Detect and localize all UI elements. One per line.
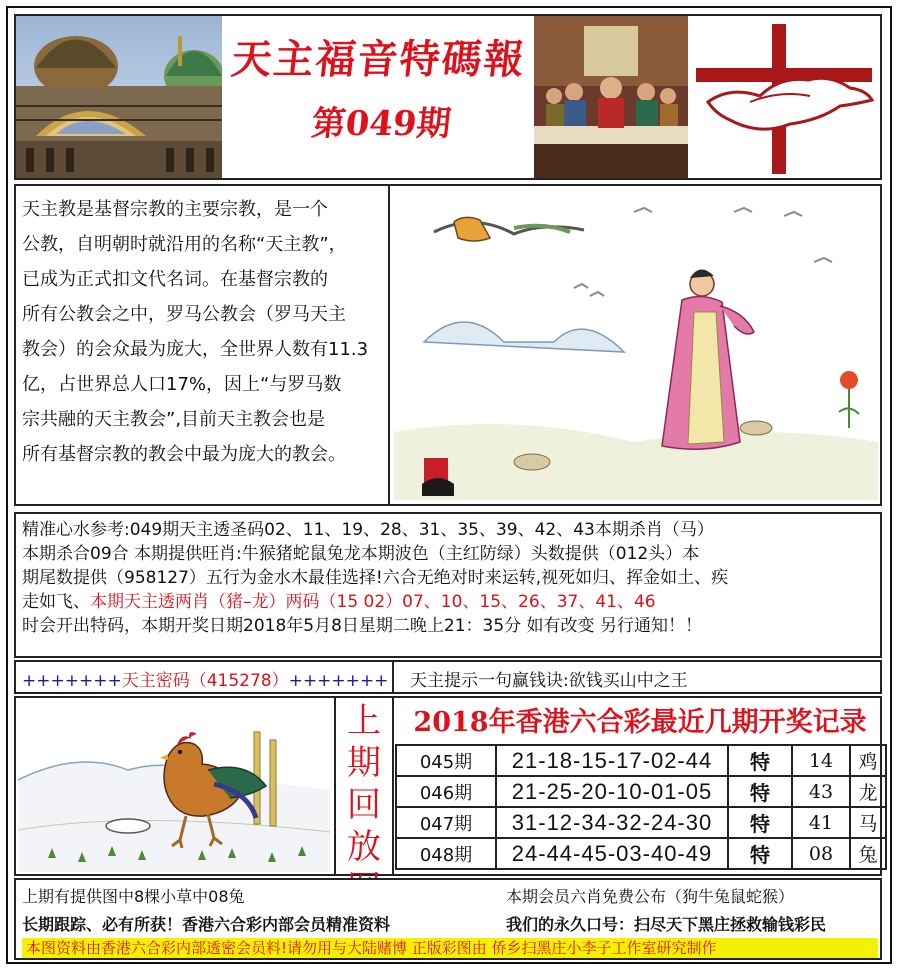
intro-line: 已成为正式扣文代名词。在基督宗教的 — [22, 269, 328, 290]
winning-tip: 天主提示一句赢钱诀:欲钱买山中之王 — [410, 671, 688, 691]
info-line-4 — [22, 590, 884, 614]
table-row — [396, 807, 886, 838]
special-label-cell: 特 — [728, 745, 792, 776]
rooster-illustration — [18, 700, 330, 872]
secret-code — [22, 666, 388, 691]
period-cell: 048期 — [396, 838, 496, 869]
info-line-1: 精准心水参考:049期天主透圣码02、11、19、28、31、35、39、42、43本期杀肖（马） — [22, 520, 714, 540]
info-line-3: 期尾数提供（958127）五行为金水木最佳选择!六合无绝对时来运转,视死如归、挥金如土、疾 — [22, 568, 729, 588]
info-line-4-highlight: 本期天主透两肖（猪–龙）两码（15 02）07、10、15、26、37、41、46 — [90, 592, 656, 612]
period-cell: 047期 — [396, 807, 496, 838]
records-table — [395, 744, 887, 870]
info-text — [22, 518, 884, 638]
scholar-illustration — [394, 192, 878, 500]
intro-line: 公教，自明朝时就沿用的名称“天主教”， — [22, 234, 347, 255]
code-tip-divider — [392, 660, 394, 694]
page-title: 天主福音特碼報 — [229, 36, 529, 83]
period-cell: 046期 — [396, 776, 496, 807]
info-line-4-text: 走如飞、 — [22, 592, 90, 612]
footer-left-1: 上期有提供图中8棵小草中08兔 — [22, 887, 245, 906]
intro-line: 天主教是基督宗教的主要宗教，是一个 — [22, 199, 328, 220]
replay-char: 放 — [347, 827, 381, 867]
numbers-cell: 21-25-20-10-01-05 — [496, 776, 728, 807]
intro-line: 教会）的会众最为庞大，全世界人数有11.3 — [22, 339, 369, 360]
footer-right-2: 我们的永久口号：扫尽天下黑庄拯救输钱彩民 — [506, 915, 827, 934]
code-suffix: +++++++ — [288, 671, 389, 691]
zodiac-cell: 龙 — [850, 776, 886, 807]
painting-image — [534, 16, 688, 178]
issue-number: 第049期 — [309, 104, 453, 144]
replay-char: 上 — [347, 701, 381, 741]
zodiac-cell: 鸡 — [850, 745, 886, 776]
special-number-cell: 14 — [792, 745, 850, 776]
zodiac-cell: 马 — [850, 807, 886, 838]
records-title: 2018年香港六合彩最近几期开奖记录 — [413, 707, 867, 738]
numbers-cell: 24-44-45-03-40-49 — [496, 838, 728, 869]
intro-text — [22, 192, 384, 472]
replay-char: 期 — [347, 743, 381, 783]
table-row — [396, 838, 886, 869]
intro-line: 亿，占世界总人口17%，因上“与罗马数 — [22, 374, 342, 395]
special-label-cell: 特 — [728, 838, 792, 869]
period-cell: 045期 — [396, 745, 496, 776]
replay-char: 回 — [347, 785, 381, 825]
intro-line: 所有公教会之中，罗马公教会（罗马天主 — [22, 304, 346, 325]
special-number-cell: 41 — [792, 807, 850, 838]
replay-divider-left — [334, 696, 336, 876]
intro-line: 宗共融的天主教会”,目前天主教会也是 — [22, 409, 326, 430]
special-number-cell: 08 — [792, 838, 850, 869]
special-number-cell: 43 — [792, 776, 850, 807]
church-image — [16, 16, 222, 178]
numbers-cell: 31-12-34-32-24-30 — [496, 807, 728, 838]
zodiac-cell: 兔 — [850, 838, 886, 869]
code-prefix: +++++++ — [22, 671, 122, 691]
table-row — [396, 776, 886, 807]
info-line-2: 本期杀合09合 本期提供旺肖:牛猴猪蛇鼠兔龙本期波色（主红防绿）头数提供（012头）本 — [22, 544, 700, 564]
footer-banner: 本图资料由香港六合彩内部透密会员料!请勿用与大陆赌博 正版彩图由 侨乡扫黑庄小李子工作室研究制作 — [22, 938, 878, 958]
replay-divider-right — [392, 696, 394, 876]
info-line-5: 时会开出特码，本期开奖日期2018年5月8日星期二晚上21：35分 如有改变 另行通知！！ — [22, 616, 702, 636]
code-label: 天主密码（415278） — [121, 671, 289, 691]
footer-left-2: 长期跟踪、必有所获！香港六合彩内部会员精准资料 — [22, 915, 391, 934]
special-label-cell: 特 — [728, 776, 792, 807]
table-row — [396, 745, 886, 776]
special-label-cell: 特 — [728, 807, 792, 838]
numbers-cell: 21-18-15-17-02-44 — [496, 745, 728, 776]
footer-right-1: 本期会员六肖免费公布（狗牛兔鼠蛇猴） — [506, 887, 795, 906]
intro-line: 所有基督宗教的教会中最为庞大的教会。 — [22, 444, 346, 465]
cross-dove-image — [690, 16, 880, 178]
intro-divider — [388, 184, 390, 506]
